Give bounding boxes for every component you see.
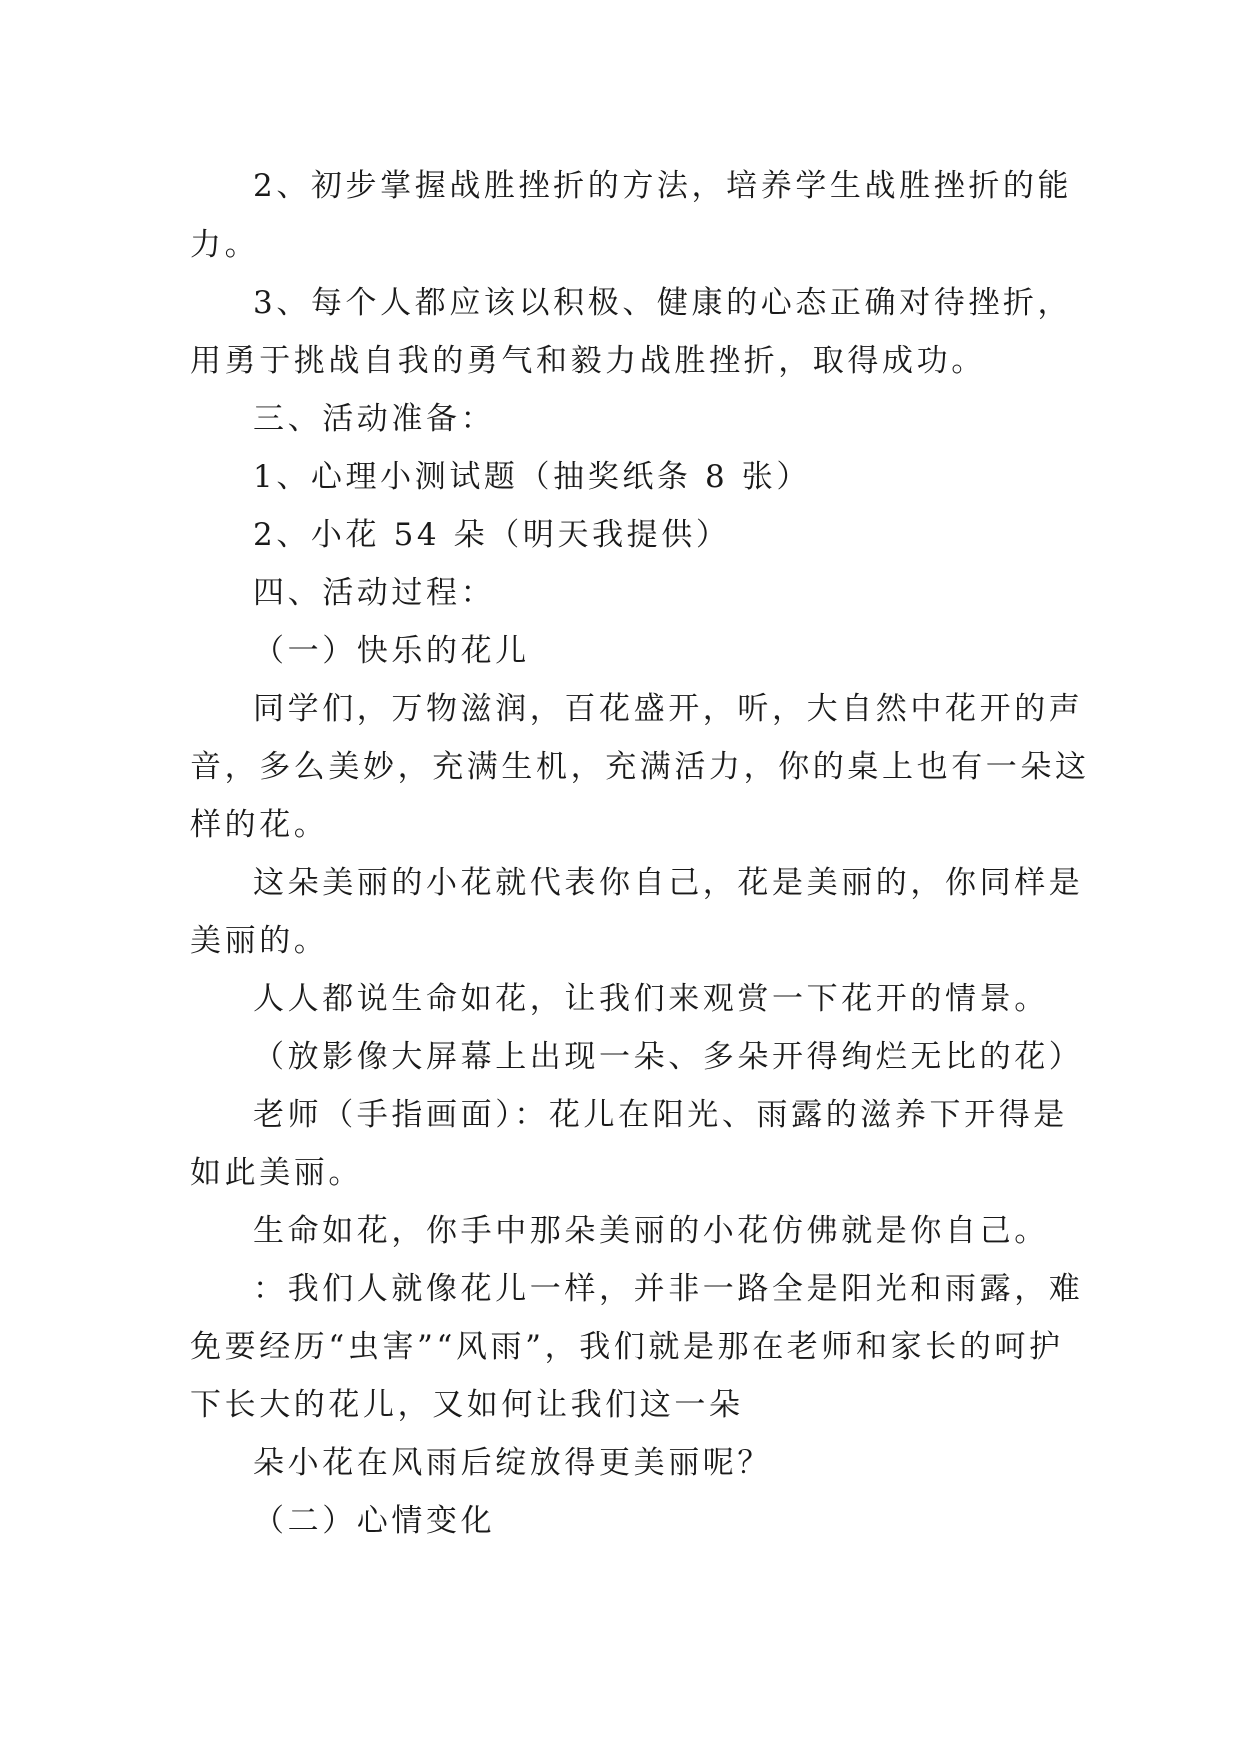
text-line: 如此美丽。: [190, 1155, 363, 1191]
text-line: 1、心理小测试题（抽奖纸条 8 张）: [253, 459, 811, 495]
text-line: 人人都说生命如花，让我们来观赏一下花开的情景。: [253, 981, 1049, 1017]
text-line: 这朵美丽的小花就代表你自己，花是美丽的，你同样是: [253, 865, 1084, 901]
section-heading: 三、活动准备：: [253, 401, 496, 437]
text-line: （放影像大屏幕上出现一朵、多朵开得绚烂无比的花）: [253, 1039, 1084, 1075]
text-line: ：我们人就像花儿一样，并非一路全是阳光和雨露，难: [253, 1271, 1084, 1307]
text-line: 3、每个人都应该以积极、健康的心态正确对待挫折，: [253, 285, 1073, 321]
text-line: 生命如花，你手中那朵美丽的小花仿佛就是你自己。: [253, 1213, 1049, 1249]
text-line: 用勇于挑战自我的勇气和毅力战胜挫折，取得成功。: [190, 343, 986, 379]
text-line: 2、初步掌握战胜挫折的方法，培养学生战胜挫折的能: [253, 168, 1073, 204]
text-line: 老师（手指画面）：花儿在阳光、雨露的滋养下开得是: [253, 1097, 1068, 1133]
text-line: 力。: [190, 227, 260, 263]
text-line: 美丽的。: [190, 923, 329, 959]
text-line: 2、小花 54 朵（明天我提供）: [253, 517, 731, 553]
text-line: 样的花。: [190, 807, 329, 843]
text-line: 朵小花在风雨后绽放得更美丽呢？: [253, 1445, 772, 1481]
text-line: 免要经历“虫害”“风雨”，我们就是那在老师和家长的呵护: [190, 1329, 1064, 1365]
text-line: 同学们，万物滋润，百花盛开，听，大自然中花开的声: [253, 691, 1084, 727]
section-heading: 四、活动过程：: [253, 575, 496, 611]
subsection-heading: （二）心情变化: [253, 1503, 496, 1539]
text-line: 音，多么美妙，充满生机，充满活力，你的桌上也有一朵这: [190, 749, 1090, 785]
subsection-heading: （一）快乐的花儿: [253, 633, 530, 669]
text-line: 下长大的花儿，又如何让我们这一朵: [190, 1387, 744, 1423]
